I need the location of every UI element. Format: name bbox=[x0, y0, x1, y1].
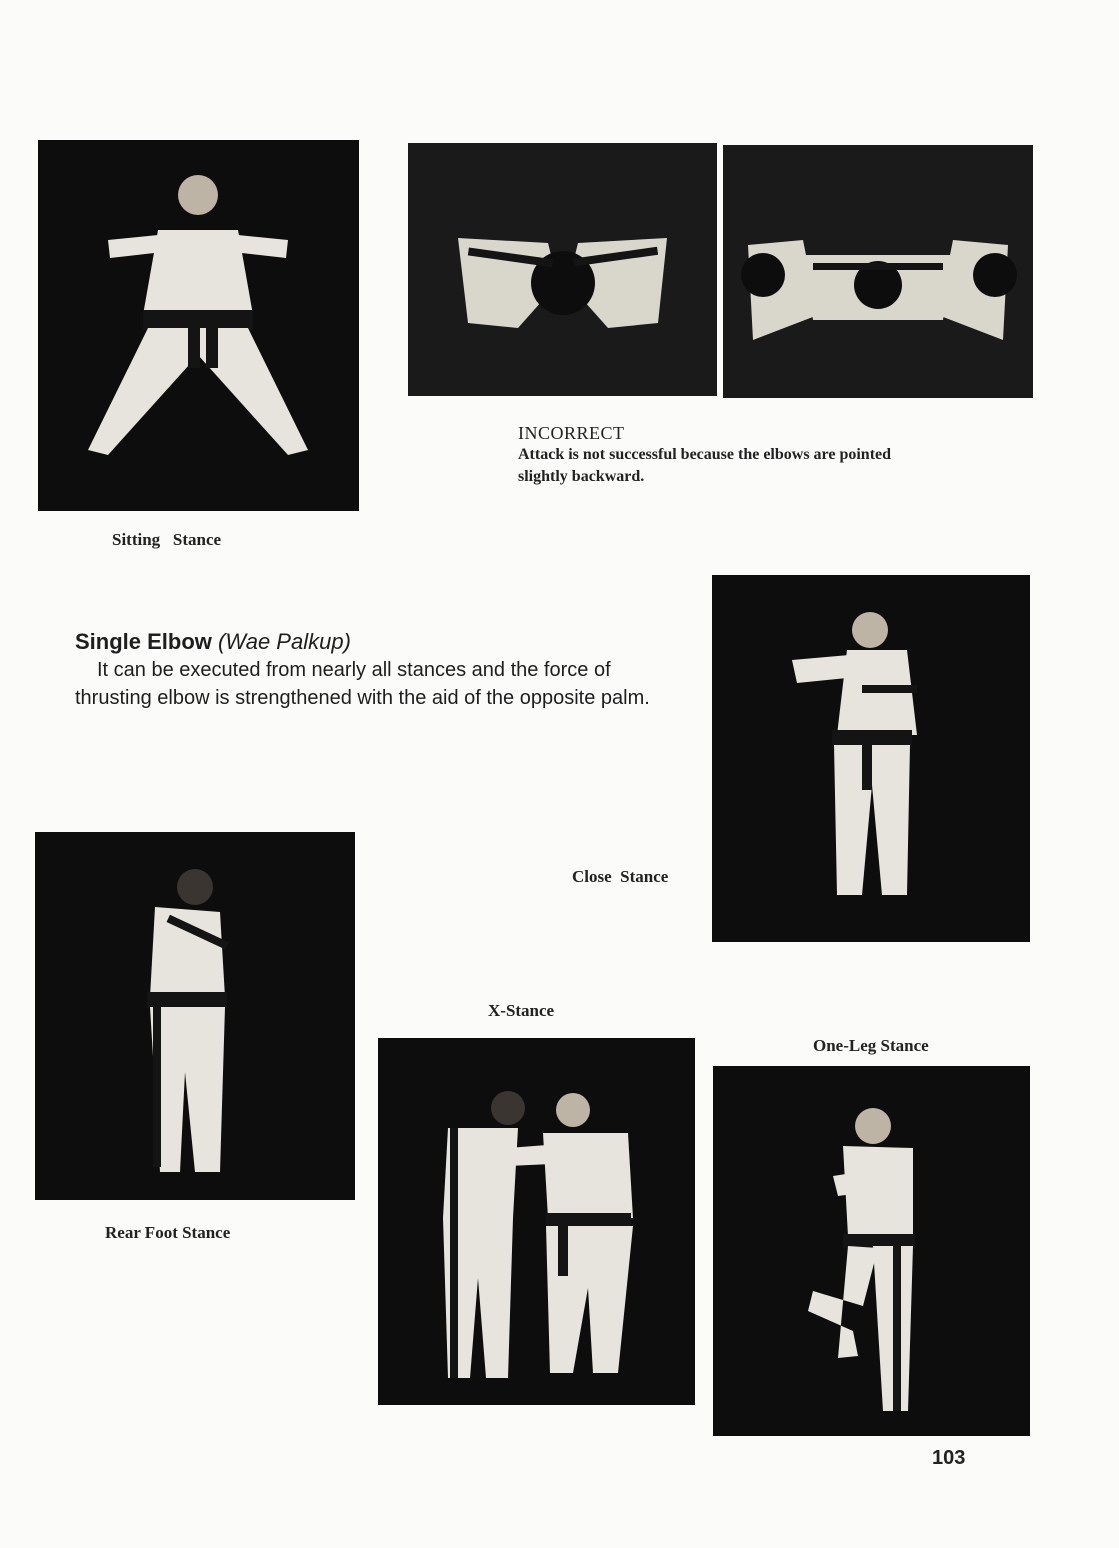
figure-sitting-stance bbox=[38, 140, 359, 511]
caption-one-leg-stance: One-Leg Stance bbox=[813, 1036, 929, 1055]
caption-rear-foot-stance: Rear Foot Stance bbox=[105, 1223, 231, 1242]
figure-one-leg-stance bbox=[713, 1066, 1030, 1436]
incorrect-text: Attack is not successful because the elbows are pointed slightly backward. bbox=[518, 446, 892, 485]
section-body: It can be executed from nearly all stances and the force of thrusting elbow is strengthened with the aid of the opposite palm. bbox=[75, 659, 650, 709]
photo-rear-foot-stance bbox=[35, 832, 355, 1200]
figure-incorrect-right bbox=[723, 145, 1033, 398]
figure-x-stance bbox=[378, 1038, 695, 1405]
photo-one-leg-stance bbox=[713, 1066, 1030, 1436]
section-heading bbox=[75, 628, 655, 656]
photo-sitting-stance bbox=[38, 140, 359, 511]
caption-x-stance: X-Stance bbox=[488, 1001, 555, 1020]
figure-rear-foot-stance bbox=[35, 832, 355, 1200]
incorrect-heading: INCORRECT bbox=[518, 423, 625, 443]
section-title: Single Elbow bbox=[75, 629, 212, 654]
page-number: 103 bbox=[932, 1447, 966, 1469]
section-subtitle: (Wae Palkup) bbox=[218, 629, 351, 654]
caption-close-stance: Close Stance bbox=[572, 867, 669, 886]
section-single-elbow bbox=[75, 628, 655, 712]
figure-close-stance bbox=[712, 575, 1030, 942]
photo-x-stance bbox=[378, 1038, 695, 1405]
photo-incorrect-left bbox=[408, 143, 717, 396]
figure-incorrect-left bbox=[408, 143, 717, 396]
photo-incorrect-right bbox=[723, 145, 1033, 398]
incorrect-note bbox=[518, 423, 898, 488]
caption-sitting-stance: Sitting Stance bbox=[112, 530, 222, 549]
photo-close-stance bbox=[712, 575, 1030, 942]
